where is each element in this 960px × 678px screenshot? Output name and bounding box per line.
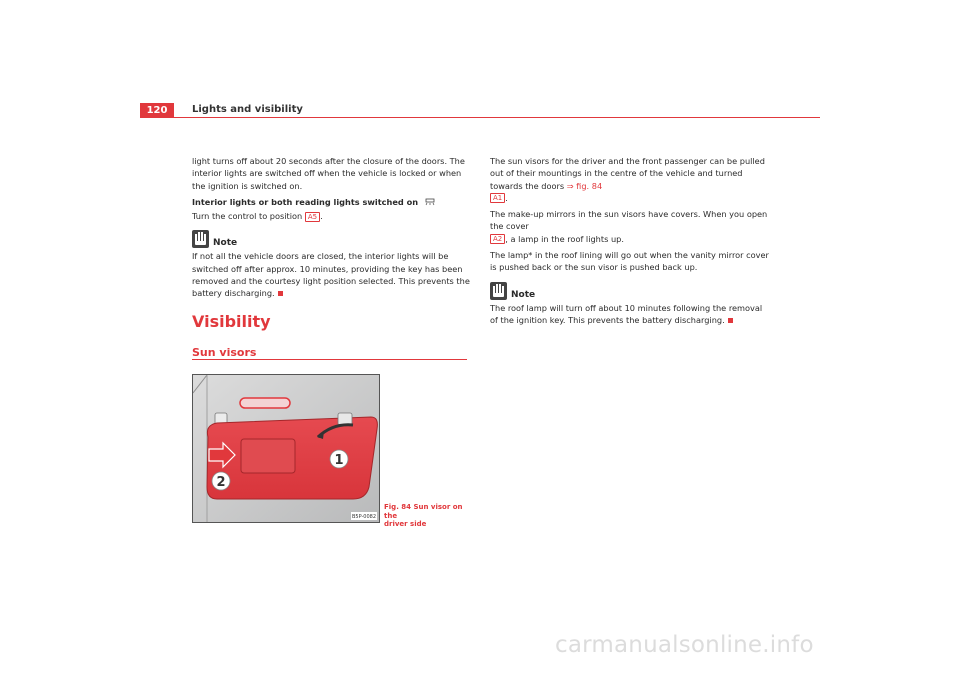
- callout-1: 1: [334, 453, 344, 468]
- right-paragraph-3: The lamp* in the roof lining will go out when the vanity mirror cover is pushed back or the sun visor is pushed back up.: [490, 250, 769, 273]
- left-note-text: If not all the vehicle doors are closed, the interior lights will be switched off after approx. 10 minutes, providing the key has been removed and the courtesy light position selected. This prevents the battery discharging.: [192, 251, 470, 299]
- callout-2: 2: [216, 475, 226, 490]
- end-mark: [278, 291, 283, 296]
- right-column: [490, 155, 770, 330]
- left-note-header: [192, 230, 470, 248]
- position-ref-a5: A5: [305, 212, 320, 222]
- left-paragraph-1: light turns off about 20 seconds after the closure of the doors. The interior lights are switched off when the vehicle is locked or when the ignition is switched on.: [192, 156, 465, 191]
- figure-link[interactable]: ⇒ fig. 84: [566, 180, 603, 191]
- right-paragraph-2: The make-up mirrors in the sun visors have covers. When you open the cover A2 , a lamp in the roof lights up.: [490, 209, 768, 244]
- left-paragraph-2: Turn the control to position A5 .: [192, 211, 323, 222]
- right-note-header: [490, 282, 770, 300]
- section-title: Visibility: [192, 312, 271, 331]
- left-note-label: Note: [213, 238, 238, 249]
- figure-caption: [384, 503, 474, 529]
- note-icon: [490, 282, 507, 300]
- subsection-rule: [192, 359, 467, 360]
- right-note-text: The roof lamp will turn off about 10 minutes following the removal of the ignition key. This prevents the battery discharging.: [490, 302, 763, 325]
- roof-lamp: [240, 398, 290, 408]
- ref-a1: A1: [490, 193, 505, 203]
- end-mark: [728, 318, 733, 323]
- ref-a2: A2: [490, 234, 505, 244]
- subsection-title: Sun visors: [192, 346, 257, 359]
- sun-visor-figure: [192, 374, 380, 523]
- interior-lights-heading: Interior lights or both reading lights switched on: [192, 196, 470, 208]
- watermark: carmanualsonline.info: [555, 632, 814, 658]
- figure-code: B5P-0082: [351, 514, 377, 520]
- right-paragraph-1: The sun visors for the driver and the front passenger can be pulled out of their mountings in the centre of the vehicle and turned towards the doors ⇒ fig. 84 A1 .: [490, 156, 765, 203]
- right-note-label: Note: [511, 289, 536, 300]
- page-number: 120: [140, 103, 174, 118]
- mirror-cover: [241, 439, 295, 473]
- interior-light-icon: [424, 198, 436, 206]
- figure-caption-line-2: driver side: [384, 520, 427, 528]
- note-icon: [192, 230, 209, 248]
- chapter-title: Lights and visibility: [192, 104, 303, 115]
- left-column: [192, 155, 470, 304]
- figure-caption-line-1: Fig. 84 Sun visor on the: [384, 503, 463, 520]
- header-rule: [174, 117, 820, 118]
